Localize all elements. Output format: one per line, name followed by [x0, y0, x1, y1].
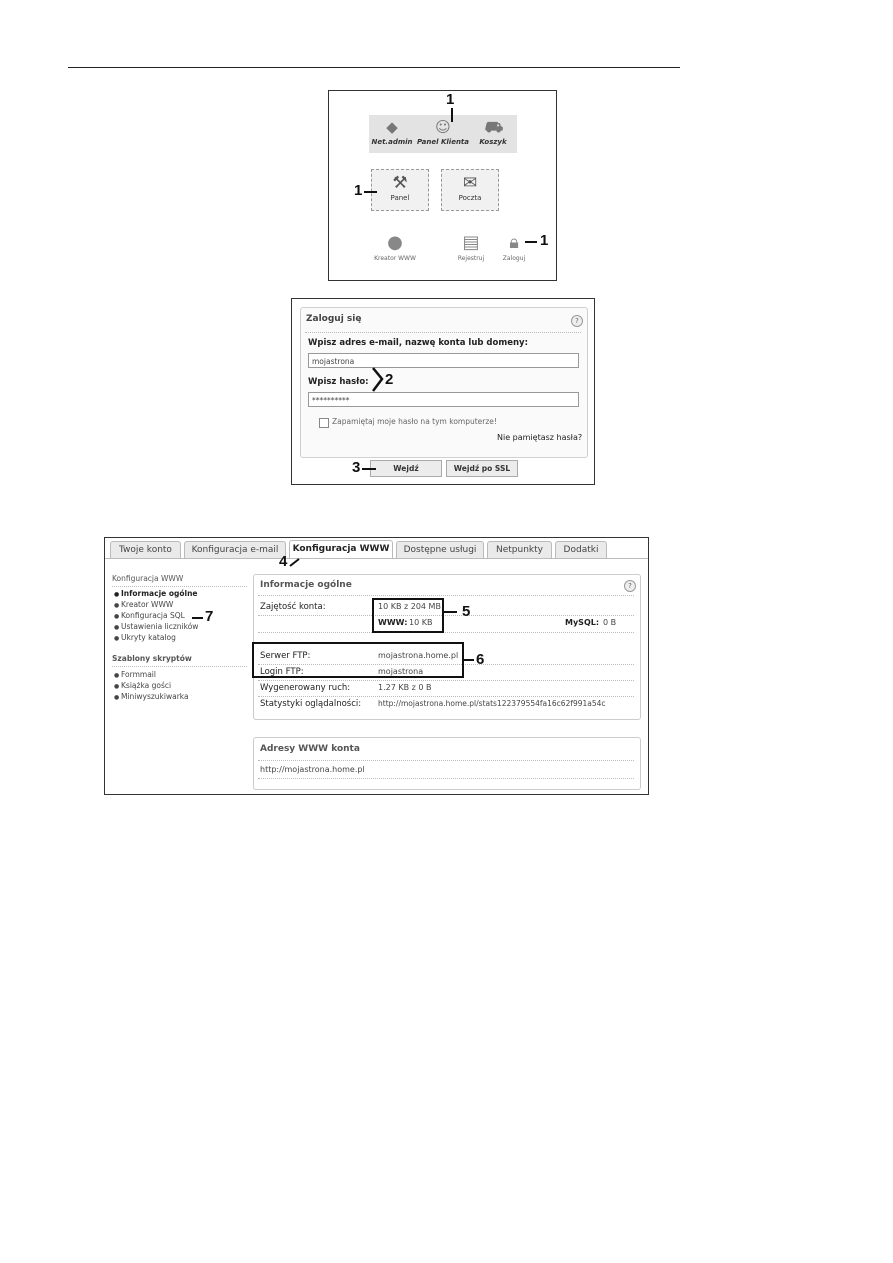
- ftp-login-value: mojastrona: [378, 667, 424, 676]
- rejestruj-link[interactable]: [451, 231, 491, 262]
- callout-5-line: [442, 611, 457, 613]
- page-header-rule: [68, 67, 680, 68]
- ftp-server-value: mojastrona.home.pl: [378, 651, 459, 660]
- script-item-formmail[interactable]: ● Formmail: [114, 670, 156, 679]
- callout-1-top: 1: [446, 91, 455, 108]
- divider: [258, 760, 634, 761]
- figure-toolbar: [328, 90, 557, 281]
- ftp-server-label: Serwer FTP:: [260, 651, 311, 661]
- tab-divider: [105, 558, 648, 559]
- stats-label: Statystyki oglądalności:: [260, 699, 362, 709]
- menu-koszyk[interactable]: [473, 117, 513, 146]
- zaloguj-link[interactable]: [498, 231, 530, 262]
- scripts-divider: [112, 666, 247, 667]
- callout-5: 5: [462, 603, 471, 620]
- menu-netadmin-label: Net.admin: [371, 138, 413, 146]
- forgot-password-link[interactable]: Nie pamiętasz hasła?: [497, 433, 583, 442]
- rejestruj-label: Rejestruj: [457, 255, 485, 262]
- mysql-label: MySQL:: [565, 618, 600, 627]
- traffic-value: 1.27 KB z 0 B: [378, 683, 432, 692]
- panel-button[interactable]: [371, 169, 429, 211]
- sidebar-divider: [112, 586, 247, 587]
- email-label: Wpisz adres e-mail, nazwę konta lub domeny:: [308, 338, 528, 348]
- callout-1-top-line: [451, 108, 453, 122]
- wrench-icon: ⚒: [392, 173, 408, 193]
- tab-dodatki[interactable]: Dodatki: [555, 541, 607, 558]
- diamond-icon: ◆: [386, 118, 398, 136]
- callout-1-left-line: [364, 191, 377, 193]
- callout-box-6: [252, 642, 464, 678]
- ftp-login-label: Login FTP:: [260, 667, 304, 677]
- callout-1-right-line: [525, 241, 537, 243]
- www-label: WWW:: [378, 618, 408, 627]
- tab-dostepne-uslugi[interactable]: Dostępne usługi: [396, 541, 484, 558]
- kreator-www-label: Kreator WWW: [374, 255, 416, 262]
- menu-panel-klienta[interactable]: [416, 117, 470, 146]
- figure-login: [291, 298, 595, 485]
- sidebar-item-informacje[interactable]: ● Informacje ogólne: [114, 589, 198, 598]
- address-link[interactable]: http://mojastrona.home.pl: [260, 765, 365, 774]
- callout-6: 6: [476, 651, 485, 668]
- menu-panel-klienta-label: Panel Klienta: [417, 138, 469, 146]
- remember-label: Zapamiętaj moje hasło na tym komputerze!: [332, 417, 497, 426]
- menu-koszyk-label: Koszyk: [479, 138, 507, 146]
- password-label: Wpisz hasło:: [308, 377, 369, 387]
- books-icon: ▤: [462, 232, 480, 253]
- tab-konfiguracja-email[interactable]: Konfiguracja e-mail: [184, 541, 286, 558]
- sidebar-item-liczniki[interactable]: ● Ustawienia liczników: [114, 622, 199, 631]
- panel-button-label: Panel: [390, 194, 410, 202]
- callout-3-line: [362, 468, 376, 470]
- tab-konfiguracja-www[interactable]: Konfiguracja WWW: [289, 540, 393, 559]
- callout-2-brace: [371, 366, 385, 394]
- cart-icon: ⛟: [483, 118, 503, 136]
- callout-2: 2: [385, 371, 394, 388]
- callout-7: 7: [205, 608, 214, 625]
- address-panel-title: Adresy WWW konta: [260, 744, 360, 754]
- stats-link[interactable]: http://mojastrona.home.pl/stats122379554fa16c62f991a54c: [378, 699, 606, 708]
- script-item-ksiazka[interactable]: ● Książka gości: [114, 681, 172, 690]
- www-value: 10 KB: [409, 618, 433, 627]
- sidebar-heading: Konfiguracja WWW: [112, 574, 184, 583]
- poczta-button[interactable]: [441, 169, 499, 211]
- info-panel-title: Informacje ogólne: [260, 580, 352, 590]
- sidebar-item-sql[interactable]: ● Konfiguracja SQL: [114, 611, 185, 620]
- help-icon[interactable]: ?: [571, 315, 583, 327]
- tab-twoje-konto[interactable]: Twoje konto: [110, 541, 181, 558]
- enter-ssl-button[interactable]: Wejdź po SSL: [446, 460, 518, 477]
- divider: [258, 595, 634, 596]
- divider: [258, 680, 634, 681]
- zaloguj-label: Zaloguj: [502, 255, 526, 262]
- sidebar-item-kreator[interactable]: ● Kreator WWW: [114, 600, 174, 609]
- login-panel: [300, 307, 588, 458]
- usage-value: 10 KB z 204 MB: [378, 602, 441, 611]
- padlock-icon: 🔒︎: [509, 232, 519, 253]
- script-item-miniwyszukiwarka[interactable]: ● Miniwyszukiwarka: [114, 692, 189, 701]
- poczta-button-label: Poczta: [458, 194, 482, 202]
- enter-button[interactable]: Wejdź: [370, 460, 442, 477]
- menu-netadmin[interactable]: [367, 117, 417, 146]
- divider: [258, 778, 634, 779]
- callout-4: 4: [279, 553, 288, 570]
- divider: [258, 615, 634, 616]
- kreator-www-link[interactable]: [367, 231, 423, 262]
- callout-1-right: 1: [540, 232, 549, 249]
- divider: [258, 632, 634, 633]
- address-panel: [253, 737, 641, 790]
- usage-label: Zajętość konta:: [260, 602, 326, 612]
- sidebar-item-katalog[interactable]: ● Ukryty katalog: [114, 633, 176, 642]
- divider: [305, 332, 581, 333]
- traffic-label: Wygenerowany ruch:: [260, 683, 351, 693]
- callout-4-line: [289, 557, 301, 567]
- email-input[interactable]: mojastrona: [308, 353, 579, 368]
- scripts-heading: Szablony skryptów: [112, 654, 192, 663]
- helmet-icon: ●: [387, 232, 403, 253]
- envelope-icon: ✉: [462, 173, 478, 193]
- login-title: Zaloguj się: [306, 314, 362, 324]
- mysql-value: 0 B: [603, 618, 617, 627]
- divider: [258, 696, 634, 697]
- tab-netpunkty[interactable]: Netpunkty: [487, 541, 552, 558]
- callout-3: 3: [352, 459, 361, 476]
- password-input[interactable]: **********: [308, 392, 579, 407]
- remember-checkbox[interactable]: [319, 418, 329, 428]
- callout-6-line: [462, 659, 474, 661]
- callout-1-left: 1: [354, 182, 363, 199]
- person-icon: ☺: [435, 118, 451, 136]
- callout-7-line: [192, 617, 203, 619]
- callout-box-5: [372, 598, 444, 633]
- info-help-icon[interactable]: ?: [624, 580, 636, 592]
- top-menu-bar: [369, 115, 517, 153]
